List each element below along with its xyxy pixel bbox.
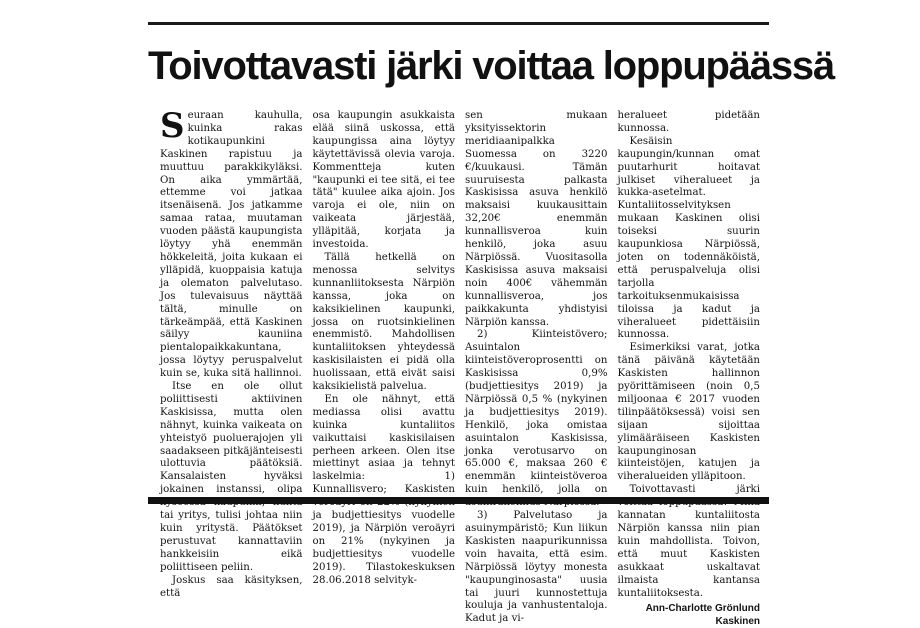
article-column-3: [465, 110, 608, 628]
article-body: [160, 106, 760, 628]
article-paragraph: Kesäisin kaupungin/kunnan omat puutarhurit hoitavat julkiset viheralueet ja kukka-asetelmat. Kuntaliitosselvityksen mukaan Kaskinen olisi toiseksi suurin kaupunkiosa Närpiössä, joten on todennäköistä, että peruspalveluja olisi tarjolla tarkoituksenmukaisissa tiloissa ja kadut ja viheralueet pidettäisiin kunnossa.: [617, 135, 760, 341]
article-paragraph: heralueet pidetään kunnossa.: [617, 110, 760, 134]
article-paragraph: Toivottavasti järki kannatan kuntaliitosta Närpiön kanssa niin pian kuin mahdollista. Toivon, että muut Kaskisten asukkaat uskaltavat ilmaista kantansa kuntaliitoksesta.: [617, 484, 760, 599]
article-column-2: [313, 110, 456, 628]
article-headline: Toivottavasti järki voittaa loppupäässä: [148, 44, 835, 88]
article-paragraph: [160, 106, 303, 381]
paragraph-text: euraan kauhulla, kuinka rakas kotikaupunkini Kaskinen rapistuu ja muuttuu parakkikyläksi. On aika ymmärtää, ettemme voi jatkaa itsenäisenä. Jos jatkamme samaa rataa, muutaman vuoden päästä kaupungista löytyy yhä enemmän hökkeleitä, joita kukaan ei ylläpidä, kuoppaisia katuja ja olematon palvelutaso. Jos tulevaisuus näyttää tältä, minulle on tärkeämpää, että Kaskinen säilyy kauniina pientalopaikkakuntana, jossa löytyy peruspalvelut kuin se, kuka sitä hallinnoi.: [160, 110, 303, 380]
author-location: Kaskinen: [715, 616, 760, 628]
bottom-rule: [148, 497, 769, 504]
article-column-4: [618, 110, 761, 628]
author-name: Ann-Charlotte Grönlund: [645, 603, 760, 615]
article-paragraph: osa kaupungin asukkaista elää siinä uskossa, että kaupungissa aina löytyy käytettävissä olevia varoja. Kommentteja kuten "kaupunki ei tee sitä, ei tee tätä" kuulee aika ajoin. Jos varoja ei ole, niin on vaikeata järjestää, ylläpitää, korjata ja investoida.: [312, 110, 455, 251]
article-paragraph: 2) Kiinteistövero; Asuintalon kiinteistöveroprosentti on Kaskisissa 0,9% (budjettiesitys 2019) ja Närpiössä 0,5 % (nykyinen ja budjettiesitys 2019). Henkilö, joka omistaa asuintalon Kaskisissa, jonka verotusarvo on 65.000 €, maksaa 260 € enemmän kiinteistöveroa kuin henkilö, jolla on: [465, 329, 608, 496]
article-paragraph: En ole nähnyt, että mediassa olisi avattu kuinka kuntaliitos vaikuttaisi kaskisilaisen perheen arkeen. Olen itse miettinyt asiaa ja tehnyt laskelmia: 1) Kunnallisvero; Kaskisten ja budjettiesitys vuodelle 2019), ja Närpiön veroäyri on 21% (nykyinen ja budjettiesitys vuodelle 2019). Tilastokeskuksen 28.06.2018 selvityk-: [312, 393, 455, 586]
article-paragraph: 3) Palvelutaso ja asuinympäristö; Kun liikun Kaskisten naapurikunnissa voin havaita, että esim. Närpiössä löytyy monesta "kaupunginosasta" uusia tai juuri kunnostettuja kouluja ja vanhustentaloja. Kadut ja vi-: [465, 510, 608, 625]
article-paragraph: Joskus saa käsityksen, että: [160, 574, 303, 599]
article-paragraph: Tällä hetkellä on menossa selvitys kunnanliitoksesta Närpiön kanssa, joka on kaksikielinen kaupunki, jossa on ruotsinkielinen enemmistö. Mahdollisen kuntaliitoksen yhteydessä kaskisilaisten ei pidä olla huolissaan, että eivät saisi kaksikielistä palvelua.: [312, 251, 455, 393]
top-rule: [148, 22, 769, 25]
article-paragraph: Esimerkiksi varat, jotka tänä päivänä käytetään Kaskisten hallinnon pyörittämiseen (noin 0,5 miljoonaa € 2017 vuoden tilinpäätöksessä) voisi sen sijaan sijoittaa ylimääräiseen Kaskisten kaupunginosan kiinteistöjen, katujen ja viheralueiden ylläpitoon.: [617, 342, 760, 483]
article-column-1: [160, 106, 303, 628]
author-signature: [618, 602, 761, 628]
drop-cap: S: [160, 106, 185, 146]
article-paragraph: sen mukaan yksityissektorin meridiaanipalkka Suomessa on 3220 €/kuukausi. Tämän suuruisesta palkasta Kaskisissa asuva henkilö maksaisi kuukausittain 32,20€ enemmän kunnallisveroa kuin henkilö, joka asuu Närpiössä. Vuositasolla Kaskisissa asuva maksaisi noin 400€ vähemmän kunnallisveroa, jos paikkakunta yhdistyisi Närpiön kanssa.: [465, 110, 608, 328]
article-paragraph: Itse en ole ollut poliittisesti aktiivinen Kaskisissa, mutta olen nähnyt, kuinka vaikeata on yhteistyö puoluerajojen yli saadakseen pitkäjänteisesti ulottuvia päätöksiä. Kansalaisten hyväksi jokainen instanssi, olipa tai yritys, tulisi johtaa niin kuin yritystä. Päätökset perustuvat kannattaviin hankkeisiin eikä poliittiseen peliin.: [160, 381, 303, 573]
